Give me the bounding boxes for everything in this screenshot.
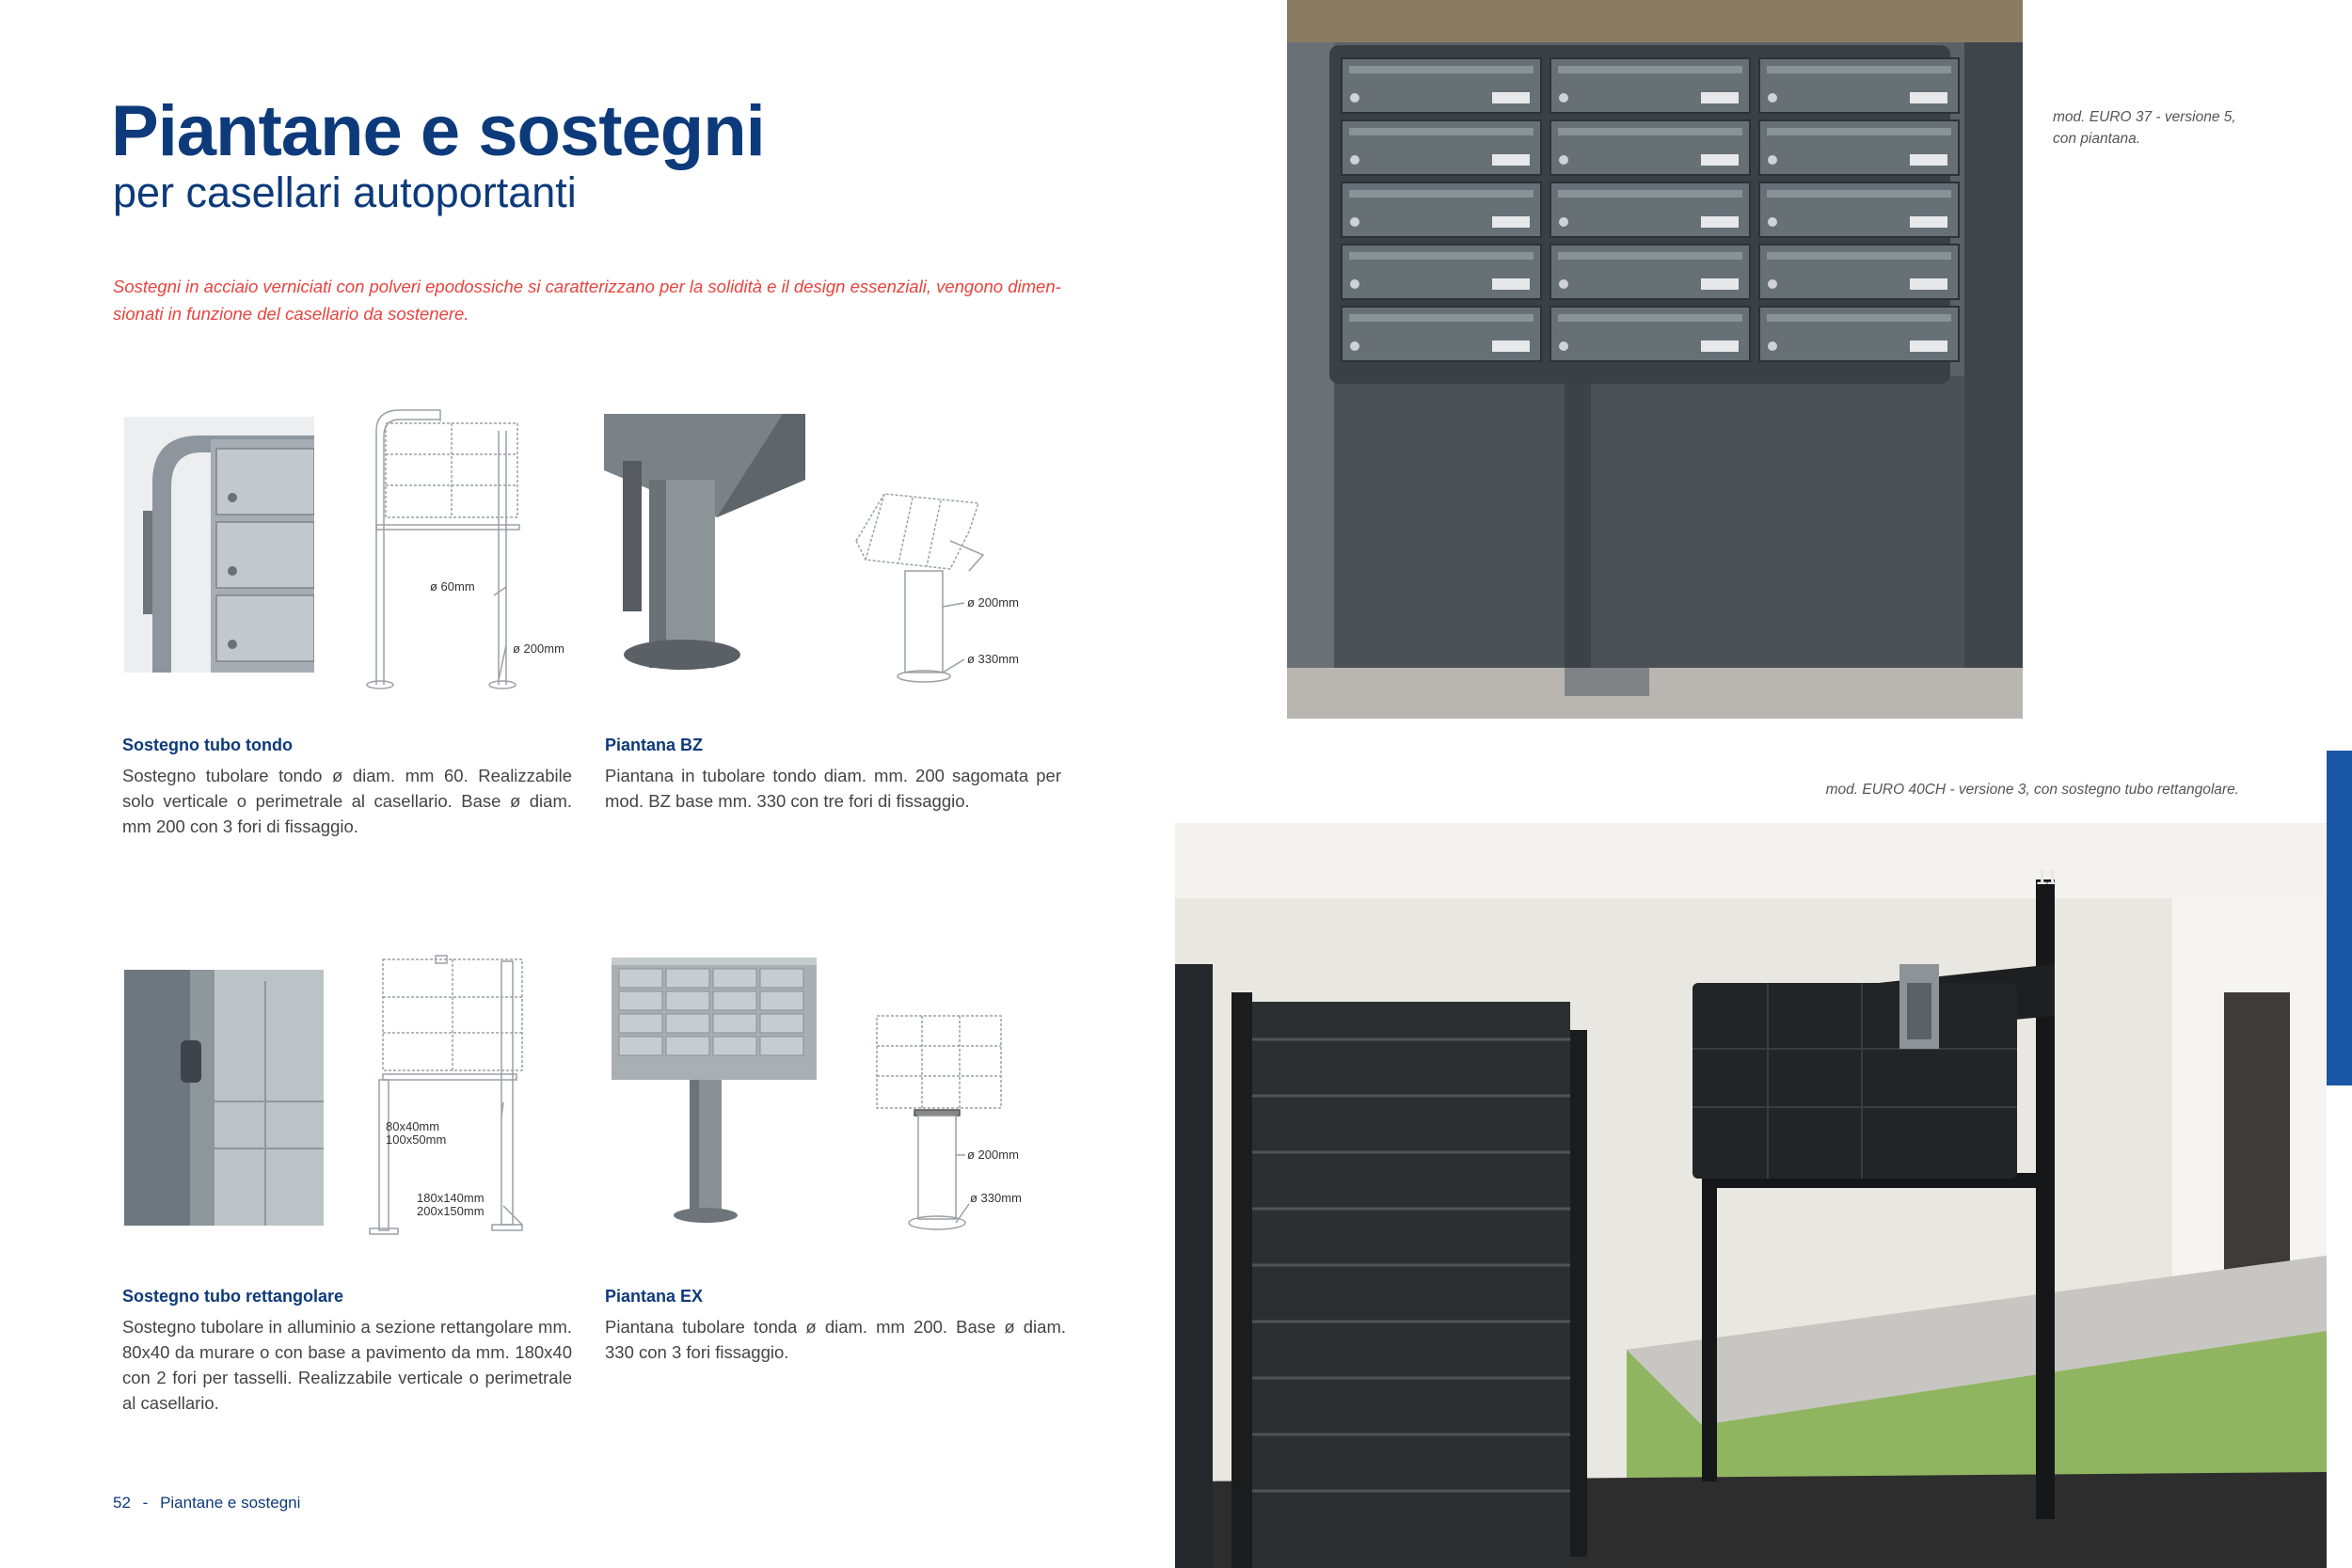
mailbox-slot xyxy=(1767,314,1951,322)
mailbox-lock-icon xyxy=(1768,93,1777,103)
mailbox-grid xyxy=(1342,58,1959,361)
mailbox-label xyxy=(1492,92,1530,103)
mailbox-lock-icon xyxy=(1559,93,1568,103)
mailbox-label xyxy=(1492,278,1530,290)
product-drawing-piantana-bz xyxy=(847,484,1054,687)
mailbox-lock-icon xyxy=(1768,279,1777,289)
product-photo-piantana-bz xyxy=(604,414,805,679)
product-description: Piantana in tubolare tondo diam. mm. 200 sagomata per mod. BZ base mm. 330 con tre fori di fissaggio. xyxy=(605,766,1061,811)
mailbox-label xyxy=(1910,92,1947,103)
mailbox-label xyxy=(1492,154,1530,166)
dim-label: 180x140mm xyxy=(417,1191,485,1205)
mailbox-label xyxy=(1701,278,1739,290)
mailbox-lock-icon xyxy=(1768,341,1777,351)
mailbox-slot xyxy=(1558,314,1742,322)
product-title: Piantana EX xyxy=(605,1287,704,1306)
mailbox-slot xyxy=(1558,66,1742,73)
dim-label: ø 330mm xyxy=(967,652,1019,666)
mailbox-label xyxy=(1910,216,1947,228)
mailbox-label xyxy=(1701,154,1739,166)
mailbox-lock-icon xyxy=(1559,217,1568,227)
mailbox-lock-icon xyxy=(1350,93,1359,103)
footer-section: Piantane e sostegni xyxy=(160,1494,301,1512)
photo-caption: mod. EURO 40CH - versione 3, con sostegno tubo rettangolare. xyxy=(1825,782,2239,798)
mailbox-label xyxy=(1910,341,1947,352)
mailbox-slot xyxy=(1767,128,1951,135)
mailbox-slot xyxy=(1349,190,1534,198)
product-photo-piantana-ex xyxy=(610,954,818,1228)
mailbox-label xyxy=(1701,92,1739,103)
mailbox-lock-icon xyxy=(1350,155,1359,165)
page-subtitle: per casellari autoportanti xyxy=(113,168,577,216)
mailbox-lock-icon xyxy=(1559,341,1568,351)
dim-label: ø 60mm xyxy=(430,579,475,594)
page-footer xyxy=(113,1494,300,1513)
mailbox-label xyxy=(1492,341,1530,352)
mailbox-lock-icon xyxy=(1350,279,1359,289)
product-title: Sostegno tubo rettangolare xyxy=(122,1287,344,1306)
product-title: Piantana BZ xyxy=(605,736,704,754)
mailbox-lock-icon xyxy=(1350,217,1359,227)
product-description: Sostegno tubolare in alluminio a sezione rettangolare mm. 80x40 da murare o con base a pavimento da mm. 180x40 con 2 fori per tasselli. Realizzabile verticale o perimetrale al casellario. xyxy=(122,1317,572,1413)
product-drawing-tubo-tondo xyxy=(358,403,583,690)
mailbox-slot xyxy=(1349,128,1534,135)
mailbox-label xyxy=(1492,216,1530,228)
mailbox-slot xyxy=(1349,252,1534,260)
mailbox-lock-icon xyxy=(1559,279,1568,289)
dim-label: ø 200mm xyxy=(967,1148,1019,1162)
product-description: Piantana tubolare tonda ø diam. mm 200. Base ø diam. 330 con 3 fori fissaggio. xyxy=(605,1317,1066,1362)
product-photo-tubo-rettangolare xyxy=(124,970,324,1226)
mailbox-slot xyxy=(1558,190,1742,198)
footer-separator: - xyxy=(142,1494,149,1512)
mailbox-label xyxy=(1910,278,1947,290)
page-title: Piantane e sostegni xyxy=(111,91,765,171)
product-photo-tubo-tondo xyxy=(124,417,314,673)
mailbox-slot xyxy=(1558,128,1742,135)
product-drawing-tubo-rettangolare xyxy=(362,952,579,1243)
intro-text: Sostegni in acciaio verniciati con polveri epodossiche si caratterizzano per la solidità e il design essenziali, vengono dimen-sionati in funzione del casellario da sostenere. xyxy=(113,277,1061,324)
dim-label: ø 330mm xyxy=(970,1191,1022,1205)
product-description: Sostegno tubolare tondo ø diam. mm 60. Realizzabile solo verticale o perimetrale al casellario. Base ø diam. mm 200 con 3 fori di fissaggio. xyxy=(122,766,572,836)
mailbox-slot xyxy=(1767,66,1951,73)
dim-label: ø 200mm xyxy=(513,641,564,656)
photo-euro-37 xyxy=(1287,0,2023,719)
section-tab xyxy=(2327,751,2352,1085)
sign-number: 11 xyxy=(2036,865,2058,889)
product-drawing-piantana-ex xyxy=(866,1005,1054,1240)
mailbox-slot xyxy=(1767,252,1951,260)
mailbox-label xyxy=(1910,154,1947,166)
dim-label: 100x50mm xyxy=(386,1132,447,1147)
mailbox-lock-icon xyxy=(1559,155,1568,165)
mailbox-slot xyxy=(1349,66,1534,73)
mailbox-label xyxy=(1701,341,1739,352)
mailbox-slot xyxy=(1349,314,1534,322)
mailbox-slot xyxy=(1558,252,1742,260)
photo-caption: mod. EURO 37 - versione 5, con piantana. xyxy=(2053,109,2236,147)
page-number: 52 xyxy=(113,1494,131,1512)
photo-euro-40ch xyxy=(1175,823,2327,1568)
dim-label: ø 200mm xyxy=(967,595,1019,610)
mailbox-lock-icon xyxy=(1768,155,1777,165)
mailbox-lock-icon xyxy=(1350,341,1359,351)
dim-label: 200x150mm xyxy=(417,1204,485,1218)
mailbox-slot xyxy=(1767,190,1951,198)
mailbox-label xyxy=(1701,216,1739,228)
product-title: Sostegno tubo tondo xyxy=(122,736,293,754)
mailbox-lock-icon xyxy=(1768,217,1777,227)
dim-label: 80x40mm xyxy=(386,1119,440,1133)
